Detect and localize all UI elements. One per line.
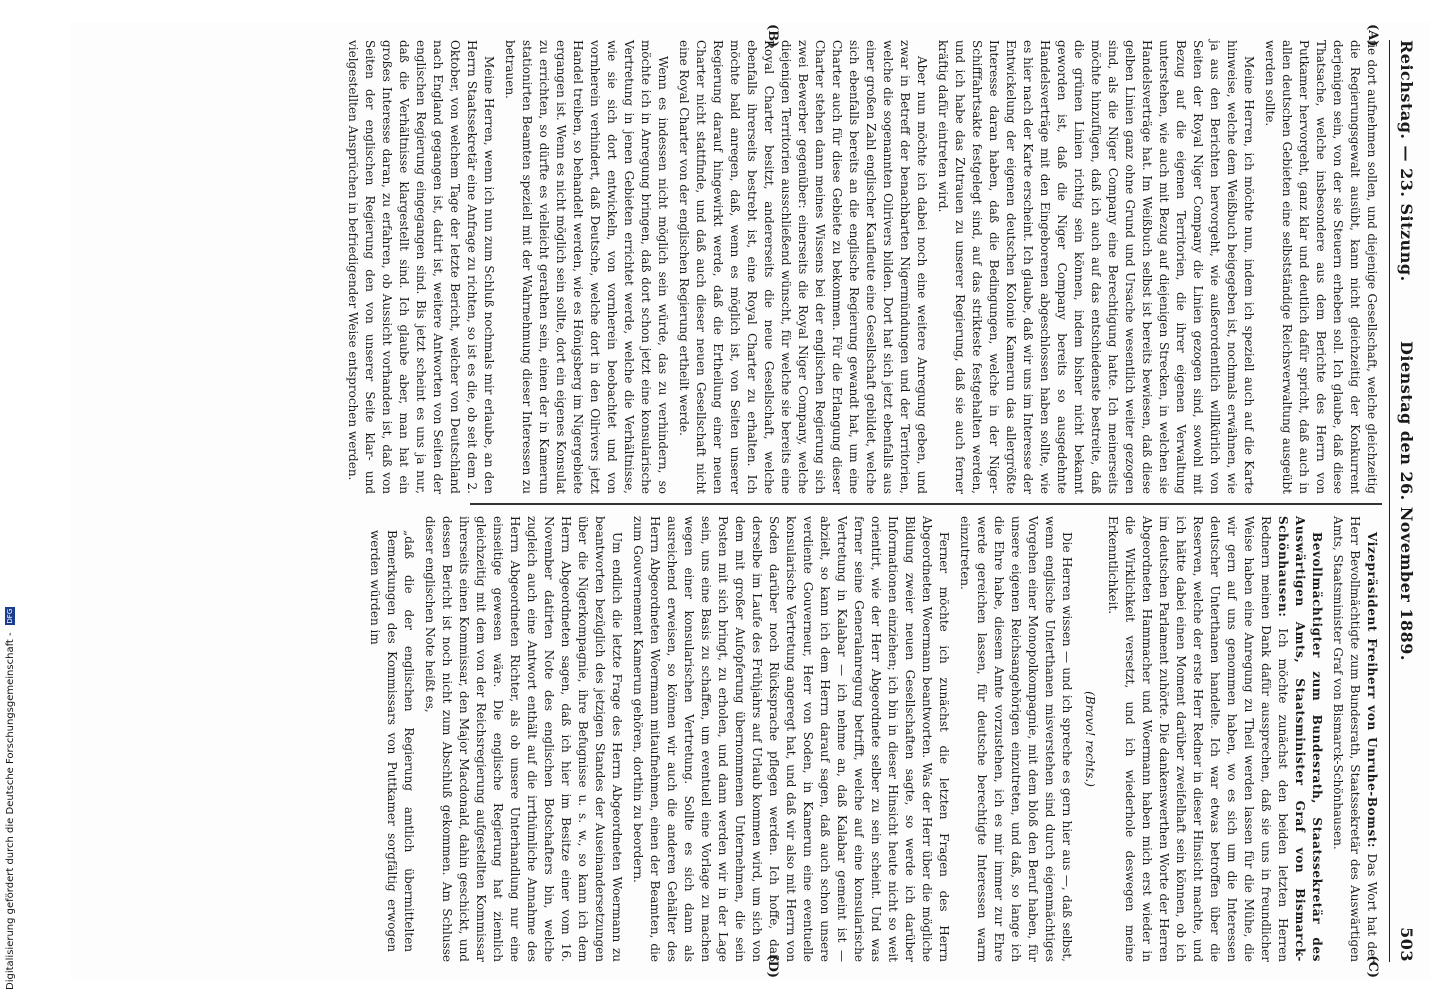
left-paragraph: Wenn es indessen nicht möglich sein würde, das zu verhindern, so möchte ich in Anregung bringen, daß dort schon jetzt eine konsularische Vertretung in jenen Gebieten errichtet werde, welche die Verhältnisse, wie sie sich dort entwickeln, von vornherein beobachtet und von vornherein verhindert, daß Deutsche, welche dort in den Oilrivers jetzt Handel treiben, so behandelt werden, wie es Hönigsberg im Nigergebiete ergangen ist. Wenn es nicht möglich sein sollte, dort ein eigenes Konsulat zu errichten, so dürfte es vielleicht gerathen sein, einen der in Kamerun stationirten Beamten speziell mit der Wahrnehmung dieser Interessen zu betrauen. (503, 40, 670, 494)
page-content (70, 22, 1430, 980)
speaker-bismarck: Bevollmächtigter zum Bundesrath, Staatssekretär des Auswärtigen Amts, Staatsminister Graf von Bismarck-Schönhausen: (1276, 516, 1324, 962)
scanned-page (70, 22, 1430, 980)
page-number: 503 (1397, 927, 1416, 962)
right-paragraph: Um endlich die letzte Frage des Herrn Abgeordneten Woermann zu beantworten bezüglich des jetzigen Standes der Auseinandersetzungen über die Nigerkompagnie, ihre Befugnisse u. s. w., so kann ich dem Herrn Abgeordneten sagen, daß ich hier im Besitze einer vom 16. November datirten Note des englischen Botschafters bin, welche zugleich auch eine Antwort enthält auf die irrthümliche Annahme des Herrn Abgeordneten Richter, als ob unsere Unterhandlung nur eine einseitige gewesen wäre. Die englische Regierung hat ziemlich gleichzeitig mit dem von der Reichsregierung aufgestellten Kommissar ihrerseits einen Kommissar, den Major Macdonald, dahin geschickt, und dessen Bericht ist noch nicht zum Abschluß gekommen. Am Schlusse dieser englischen Note heißt es, (423, 516, 624, 962)
margin-marker-c: (C) (1365, 955, 1380, 978)
header-left: Reichstag. — 23. Sitzung. (1397, 40, 1416, 282)
speaker-vizepraesident: Vizepräsident Freiherr von Unruhe-Bomst: (1365, 532, 1379, 849)
header-date: Dienstag den 26. November 1889. (1397, 341, 1416, 661)
right-column (82, 516, 1380, 962)
left-paragraph: fie dort aufnehmen sollen, und diejenige Gesellschaft, welche gleichzeitig die Regierungsgewalt ausübt, kann nicht gleichzeitig der Konkurrent derjenigen sein, von der sie Steuern erheben soll. Ich glaube, daß diese Thatsache, welche insbesondere aus dem Berichte des Herrn von Putkamer hervorgeht, ganz klar und deutlich dafür spricht, daß auch in allen deutschen Gebieten eine selbstständige Reichsverwaltung ausgeübt werden sollte. (1263, 40, 1379, 494)
column-divider (470, 503, 1382, 505)
right-paragraph: Die Herren wissen — und ich spreche es gern hier aus —, daß selbst, wenn englische Unterthanen misverstehen sind durch eigenmächtiges Vorgehen einer Monopolkompagnie, mit dem bloß den Beruf haben, für unsere eigenen Reichsangehörigen einzutreten, und daß, so lange ich die Ehre habe, diesem Amte vorzustehen, ich es mir immer zur Ehre werde gereichen lassen, für deutsche berechtigte Interessen warm einzutreten. (958, 516, 1074, 962)
left-paragraph: Meine Herren, wenn ich nun zum Schluß nochmals mir erlaube, an den Herrn Staatssekretär eine Anfrage zu richten, so ist es die, ob seit dem 2. Oktober, von welchem Tage der letzte Bericht, welcher von Deutschland nach England gegangen ist, datirt ist, weitere Antworten von Seiten der englischen Regierung eingegangen sind. Bis jetzt scheint es uns ja nur, daß die Verhältnisse klargestellt sind. Ich glaube aber, man hat ein großes Interesse daran, zu erfahren, ob Aussicht vorhanden ist, daß von Seiten der englischen Regierung den von unserer Seite klar- und vielgestellten Ansprüchen in befriedigender Weise entsprochen werden. (346, 40, 496, 494)
margin-marker-d: (D) (765, 954, 780, 978)
speech-paragraph (1104, 516, 1325, 962)
margin-marker-a: (A) (1365, 24, 1380, 47)
intro-paragraph (1329, 516, 1380, 962)
left-column (82, 40, 1380, 494)
applause-note: (Bravo! rechts.) (1083, 691, 1097, 787)
speech-text: Ich möchte zunächst den beiden letzten Herren Rednern meinen Dank dafür aussprechen, daß sie uns in freundlicher Weise haben eine Anregung zu Theil werden lassen für die Mühe, die wir gern auf uns genommen haben, wo es sich um die Interessen deutscher Unterthanen handelte. Ich war etwas betroffen über die Reserven, welche der erste Herr Redner in dieser Hinsicht machte, und ich hätte dabei einen Moment darüber zweifelhaft sein können, ob ich im deutschen Parlament zuhörte. Die dankenswerthen Worte der Herren Abgeordneten Hammacher und Woermann haben mich erst wieder in die Wirklichkeit versetzt, und ich wiederhole deswegen meine Erkenntlichkeit. (1106, 516, 1290, 962)
quoted-note: „daß die der englischen Regierung amtlich übermittelten Bemerkungen des Kommissars von Puttkamer sorgfältig erwogen werden würden im (368, 530, 416, 952)
right-paragraph: Ferner möchte ich zunächst die letzten Fragen des Herrn Abgeordneten Woermann beantworten. Was der Herr über die mögliche Bildung zweier neuen Gesellschaften sagte, so werde ich darüber Informationen einziehen; ich bin in dieser Hinsicht heute nicht so weit orientirt, wie der Herr Abgeordnete selber zu sein scheint. Und was ferner seine Generalanregung betrifft, welche auf eine konsularische Vertretung in Kalabar — ich nehme an, daß Kalabar gemeint ist — abzielt, so kann ich dem Herrn darauf sagen, daß auch schon unsere verdiente Gouverneur, Herr von Soden, in Kamerun eine eventuelle konsularische Vertretung angeregt hat, und daß wir also mit Herrn von Soden darüber noch Rücksprache pflegen werden. Ich hoffe, daß derselbe im Laufe des Frühjahrs auf Urlaub kommen wird, um sich von dem mit großer Aufopferung übernommenen Unternehmen, die sein Posten mit sich bringt, zu erholen, und dann werden wir in der Lage sein, uns eine Basis zu schaffen, um eventuell eine Vorlage zu machen wegen einer konsularischen Vertretung. Sollte es sich dann als ausreichend erweisen, so können wir auch die anderen Gehälter des Herrn Abgeordneten Woermann mitaufnehmen, einen der Beamten, die zum Gouvernement Kamerun gehören, dorthin zu beordern. (631, 516, 951, 962)
left-paragraph: Meine Herren, ich möchte nun, indem ich speziell auch auf die Karte hinweise, welche dem Weißbuch beigegeben ist, nochmals erwähnen, wie ja aus den Berichten hervorgeht, wie außerordentlich willkürlich von Seiten der Royal Niger Company die Linien gezogen sind, sowohl mit Bezug auf die eigenen Territorien, die ihrer eigenen Verwaltung unterstehen, wie auch mit Bezug auf diejenigen Strecken, in welchen sie Handelsverträge hat. Im Weißbuch selbst ist bereits bewiesen, daß diese gelben Linien ganz ohne Grund und Ursache wesentlich weiter gezogen sind, als die Niger Company eine Berechtigung hatte. Ich meinerseits möchte hinzufügen, daß ich auch auf das entschiedenste bestreite, daß die grünen Linien richtig sein können, indem bisher nicht bekannt geworden ist, daß die Niger Company bereits so ausgedehnte Handelsverträge mit den Eingeborenen abgeschlossen haben sollte, wie es hier nach der Karte erscheint. Ich glaube, daß wir uns im Interesse der Entwickelung der eigenen deutschen Kolonie Kamerun das allergrößte Interesse daran haben, daß die Bedingungen, welche in der Niger-Schifffahrtsakte festgelegt sind, auf das strikteste festgehalten werden, und ich habe das Zutrauen zu unserer Regierung, daß sie auch ferner kräftig dafür eintreten wird. (936, 40, 1256, 494)
page-header (1389, 40, 1420, 962)
left-paragraph: Aber nun möchte ich dabei noch eine weitere Anregung geben, und zwar in Betreff der benachbarten Nigermündungen und der Territorien, welche die sogenannten Oilrivers bilden. Dort hat sich jetzt ebenfalls aus einer großen Zahl englischer Kaufleute eine Gesellschaft gebildet, welche sich ebenfalls bereits an die englische Regierung gewandt hat, um eine Charter auch für diese Gebiete zu bekommen. Für die Erlangung dieser Charter stehen dann meines Wissens bei der englischen Regierung sich zwei Bewerber gegenüber: einerseits die Royal Niger Company, welche diejenigen Territorien ausschließend wünscht, für welche sie bereits eine Royal Charter besitzt, andererseits die neue Gesellschaft, welche ebenfalls ihrerseits bestrebt ist, eine Royal Charter zu erhalten. Ich möchte bald anregen, daß, wenn es möglich ist, von Seiten unserer Regierung darauf hingewirkt werde, daß die Ertheilung einer neuen Charter nicht stattfinde, und daß auch dieser neuen Gesellschaft nicht eine Royal Charter von der englischen Regierung ertheilt werde. (677, 40, 929, 494)
digitization-credit (2, 590, 20, 990)
credit-text: Digitalisierung gefördert durch die Deutsche Forschungsgemeinschaft - (5, 632, 16, 990)
margin-marker-b: (B) (765, 24, 780, 48)
dfg-logo: DFG (6, 608, 14, 624)
intro-text: Das Wort hat der Herr Bevollmächtigte zum Bundesrath, Staatssekretär des Auswärtigen Amts, Staatsminister Graf von Bismarck-Schönhausen. (1331, 516, 1379, 962)
